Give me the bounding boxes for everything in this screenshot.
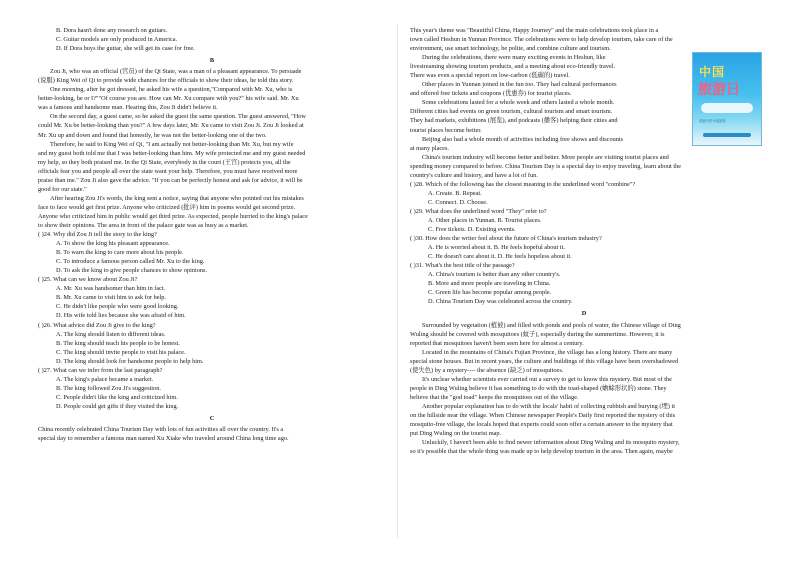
question-line: A. Create. B. Repeat. [428,189,482,197]
passage-b-line: On the second day, a guest came, so he asked the guest the same question. The guest answered, "How [50,113,306,121]
passage-d-line: Located in the mountains of China's Fujian Province, the village has a long history. There are many [422,348,673,356]
passage-b-line: and my guest both told me that I was better-looking than him. My wife protected me and my guest needed [38,149,306,157]
passage-c-line: environment, use smart technology, be polite, and combine culture and tourism. [410,45,611,53]
passage-c-line: special day to remember a famous man named Xu Xiake who traveled around China long time ago. [38,435,289,443]
question-line: C. Connect. D. Choose. [428,198,488,206]
passage-b-line: good for our state." [38,185,87,193]
question-line: A. China's tourism is better than any other country's. [428,271,561,279]
passage-b-line: Zou Ji, who was an official (官员) of the Qi State, was a man of a pleasant appearance. To persuade [50,68,302,76]
passage-c-line: and offered free tickets and coupons (优惠券) for tourist places. [410,90,572,98]
question-line: ( )25. What can we know about Zou Ji? [38,276,138,284]
question-line: A. The king should listen to different ideas. [56,330,166,338]
passage-d-line: mosquito-free village, the locals hoped that experts could soon offer a certain answer to the mystery that [410,421,673,429]
question-line: D. The king should look for handsome people to help him. [56,357,204,365]
passage-c-line: China's tourism industry will become better and better. More people are visiting tourist places and [422,153,669,161]
passage-b-line: my help, so they both praised me. In the Qi State, everybody in the court (王宫) protects you, all the [38,158,291,166]
passage-b-line: After hearing Zou Ji's words, the king sent a notice, saying that anyone who pointed out his mistakes [50,194,304,202]
question-line: C. He doesn't care about it. D. He feels hopeless about it. [428,253,572,261]
question-line: C. People didn't like the king and criticized him. [56,393,178,401]
question-line: D. China Tourism Day was celebrated across the country. [428,298,573,306]
passage-c-line: Different cities had events on green tourism, cultural tourism and smart tourism. [410,108,613,116]
passage-d-line: Surrounded by vegetation (植被) and filled with ponds and pools of water, the Chinese village of Ding [422,321,681,329]
passage-c-line: Beijing also had a whole month of activities including free shows and discounts [422,135,624,143]
passage-d-line: believe that the "god toad" keeps the mosquitoes out of the village. [410,393,579,401]
passage-d-line: (使失色) by a mystery---- the absence (缺乏) of mosquitoes. [410,366,564,374]
question-line: D. To ask the king to give people chances to show opinions. [56,267,208,275]
question-line: A. Mr. Xu was handsomer than him in fact. [56,285,166,293]
column-divider [397,24,398,538]
question-line: B. The king followed Zou Ji's suggestion. [56,384,161,392]
question-line: B. More and more people are traveling in China. [428,280,551,288]
heading-passage-c: C [209,414,215,422]
passage-c-line: livestreaming showing tourism products, and a meeting about eco-friendly travel. [410,63,616,71]
tourism-day-poster-image [692,52,762,146]
passage-d-line: It's unclear whether scientists ever carried out a survey to get to know this mystery. But most of the [422,375,672,383]
poster-title-line2: 旅游日 [698,82,740,98]
question-line: A. Other places in Yunnan. B. Tourist places. [428,216,542,224]
passage-c-line: During the celebrations, there were many exciting events in Heshun, like [422,54,606,62]
passage-c-line: town called Heshun in Yunnan Province. The celebrations were to help develop tourism, take care of the [410,36,673,44]
poster-cloud-decoration [701,103,753,113]
passage-b-line: to show their opinions. The area in front of the palace gate was as busy as a market. [38,221,249,229]
passage-b-line: (说服) King Wei of Qi to provide wide chances for the officials to show their ideas, he told this story. [38,77,294,85]
question-line: ( )29. What does the underlined word "They" refer to? [410,207,547,215]
question-line: D. People could get gifts if they visited the king. [56,402,179,410]
left-column [38,26,386,443]
question-line: ( )30. How does the writer feel about the future of China's tourism industry? [410,235,602,243]
question-line: A. To show the king his pleasant appearance. [56,240,170,248]
passage-c-line: They had markets, exhibitions (展览), and podcasts (播客) helping their cities and [410,117,618,125]
passage-d-line: people in Ding Wuling believe it has something to do with the toad-shaped (蟾蜍形状的) stone. They [410,384,667,392]
passage-d-line: Unluckily, I haven't been able to find newer information about Ding Wuling and its mosquito mystery, [422,439,680,447]
passage-c-line: China recently celebrated China Tourism Day with lots of fun activities all over the country. It's a [38,426,284,434]
passage-c-line: Some celebrations lasted for a whole week and others lasted a whole month. [422,99,615,107]
heading-passage-b: B [209,57,215,65]
passage-b-line: Anyone who criticized him in public would get third prize. As expected, people hurried to the king's palace [38,212,308,220]
passage-c-line: tourist places become better. [410,126,482,134]
passage-d-line: Wuling should be covered with mosquitoes (蚊子), especially during the summertime. However, it is [410,330,665,338]
option-line: D. If Dora buys the guitar, she will get its case for free. [56,45,195,53]
question-line: A. The king's palace became a market. [56,375,154,383]
question-line: B. To warn the king to care more about his people. [56,249,184,257]
passage-d-line: on the hillside near the village. When Chinese newspaper People's Daily first reported the mystery of this [410,411,676,419]
passage-d-line: Another popular explanation has to do with the locals' habit of collecting rubbish and burying (埋) it [422,402,675,410]
option-line: B. Dora hasn't done any research on guitars. [56,27,168,34]
passage-c-line: spending money compared to before. China Tourism Day is a special day to enjoy traveling, learn about the [410,162,682,170]
passage-c-line: country's culture and history, and have a lot of fun. [410,171,538,179]
passage-b-line: Therefore, he said to King Wei of Qi, "I am actually not better-looking than Mr. Xu, but my wife [50,140,294,148]
passage-c-line: Other places in Yunnan joined in the fun too. They had cultural performances [422,81,617,89]
passage-d-line: reported that mosquitoes haven't been seen here for almost a century. [410,339,584,347]
passage-d-line: so it's possible that the whole thing was made up to help develop tourism in the area. Then again, maybe [410,448,673,456]
poster-caption: 美丽中国 幸福旅程 [699,119,726,123]
passage-b-line: Mr. Xu up and down and found that honestly, he was not the better-looking one of the two. [38,131,267,139]
question-line: C. He didn't like people who were good looking. [56,303,179,311]
passage-b-line: was a famous and handsome man. Hearing this, Zou Ji didn't believe it. [38,104,218,112]
heading-passage-d: D [581,310,587,318]
passage-b-line: One morning, after he got dressed, he asked his wife a question,"Compared with Mr. Xu, who is [50,86,293,94]
question-line: ( )26. What advice did Zou Ji give to the king? [38,321,156,329]
poster-bar-decoration [703,133,751,137]
option-line: C. Guitar models are only produced in America. [56,36,178,44]
question-line: ( )24. Why did Zou Ji tell the story to the king? [38,231,157,239]
passage-b-line: praise than me." Zou Ji also gave the advice. "If you can be perfectly honest and ask for advice, it will be [38,176,303,184]
question-line: C. The king should invite people to visit his palace. [56,348,186,356]
question-line: B. Mr. Xu came to visit him to ask for help. [56,294,167,302]
passage-b-line: better-looking, he or I?""Of course you are. How can Mr. Xu compare with you?" his wife said. Mr. Xu [38,95,299,103]
question-line: A. He is worried about it. B. He feels hopeful about it. [428,244,565,252]
question-line: C. Free tickets. D. Existing events. [428,226,516,234]
question-line: C. Green life has become popular among people. [428,289,552,297]
passage-c-line: There was even a special report on low-carbon (低碳的) travel. [410,72,570,80]
passage-b-line: officials fear you and people all over the state want your help. Therefore, you must have received more [38,167,298,175]
passage-c-line: This year's theme was "Beautiful China, Happy Journey" and the main celebrations took place in a [410,27,659,34]
passage-b-line: could Mr. Xu be better-looking than you?" A few days later, Mr. Xu came to visit Zou Ji. Zou Ji looked at [38,122,304,130]
question-line: D. His wife told lies because she was afraid of him. [56,312,186,320]
question-line: C. To introduce a famous person called Mr. Xu to the king. [56,258,205,266]
question-line: ( )28. Which of the following has the closest meaning to the underlined word "combine"? [410,180,636,188]
question-line: ( )27. What can we infer from the last paragraph? [38,366,163,374]
poster-title-line1: 中国 [699,65,726,79]
question-line: ( )31. What's the best title of the passage? [410,262,515,270]
passage-b-line: face to face would get first prize. Anyone who criticized (批评) him in poems would get second prize. [38,203,296,211]
passage-d-line: special stone houses. But in recent years, the culture and buildings of this village have been overshadowed [410,357,679,365]
passage-c-line: at many places. [410,144,449,152]
question-line: B. The king should teach his people to be honest. [56,339,180,347]
passage-d-line: put Ding Wuling on the tourist map. [410,430,502,438]
